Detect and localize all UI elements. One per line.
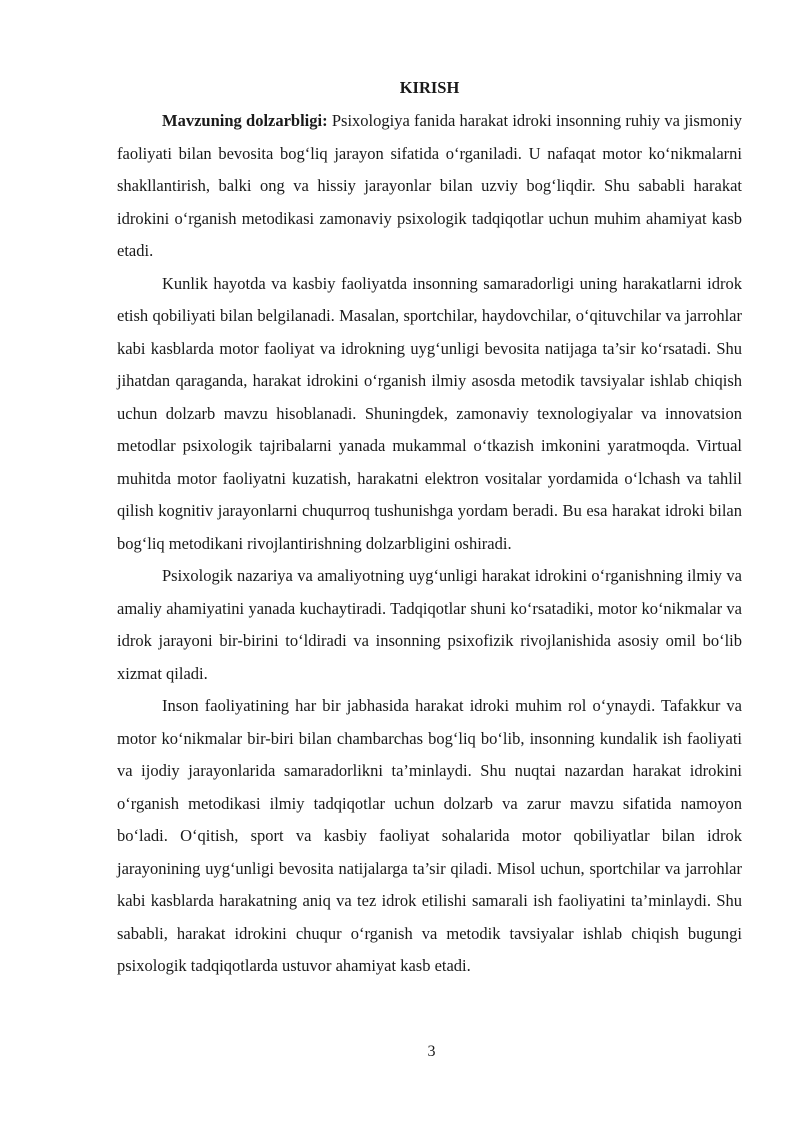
paragraph: Kunlik hayotda va kasbiy faoliyatda insonning samaradorligi uning harakatlarni idrok etish qobiliyati bilan belgilanadi. Masalan, sportchilar, haydovchilar, o‘qituvchilar va jarrohlar kabi kasblarda motor faoliyat va idrokning uyg‘unligi bevosita natijaga ta’sir ko‘rsatadi. Shu jihatdan qaraganda, harakat idrokini o‘rganish ilmiy asosda metodik tavsiyalar ishlab chiqish uchun dolzarb mavzu hisoblanadi. Shuningdek, zamonaviy texnologiyalar va innovatsion metodlar psixologik tajribalarni yanada mukammal o‘tkazish imkonini yaratmoqda. Virtual muhitda motor faoliyatni kuzatish, harakatni elektron vositalar yordamida o‘lchash va tahlil qilish kognitiv jarayonlarni chuqurroq tushunishga yordam beradi. Bu esa harakat idroki bilan bog‘liq metodikani rivojlantirishning dolzarbligini oshiradi. (117, 273, 742, 553)
paragraph: Psixologik nazariya va amaliyotning uyg‘unligi harakat idrokini o‘rganishning ilmiy va amaliy ahamiyatini yanada kuchaytiradi. Tadqiqotlar shuni ko‘rsatadiki, motor ko‘nikmalar va idrok jarayoni bir-birini to‘ldiradi va insonning psixofizik rivojlanishida asosiy omil bo‘lib xizmat qiladi. (117, 566, 742, 683)
page-content (117, 78, 742, 983)
paragraph: Inson faoliyatining har bir jabhasida harakat idroki muhim rol o‘ynaydi. Tafakkur va motor ko‘nikmalar bir-biri bilan chambarchas bog‘liq bo‘lib, insonning kundalik ish faoliyati va ijodiy jarayonlarida samaradorlikni ta’minlaydi. Shu nuqtai nazardan harakat idrokini o‘rganish metodikasi ilmiy tadqiqotlar uchun dolzarb va zarur mavzu sifatida namoyon bo‘ladi. O‘qitish, sport va kasbiy faoliyat sohalarida motor qobiliyatlar bilan idrok jarayonining uyg‘unligi bevosita natijalarga ta’sir qiladi. Misol uchun, sportchilar va jarrohlar kabi kasblarda harakatning aniq va tez idrok etilishi samarali ish faoliyatini ta’minlaydi. Shu sababli, harakat idrokini chuqur o‘rganish va metodik tavsiyalar ishlab chiqish bugungi psixologik tadqiqotlarda ustuvor ahamiyat kasb etadi. (117, 696, 742, 975)
section-title: KIRISH (399, 78, 460, 97)
page-number: 3 (427, 1043, 436, 1060)
paragraph-relevance (117, 105, 742, 268)
paragraph-text: Psixologiya fanida harakat idroki insonning ruhiy va jismoniy faoliyati bilan bevosita bog‘liq jarayon sifatida o‘rganiladi. U nafaqat motor ko‘nikmalarni shakllantirish, balki ong va hissiy jarayonlar bilan uzviy bog‘liqdir. Shu sababli harakat idrokini o‘rganish metodikasi zamonaviy psixologik tadqiqotlar uchun muhim ahamiyat kasb etadi. (117, 111, 742, 260)
paragraph-lead: Mavzuning dolzarbligi: (162, 111, 328, 130)
